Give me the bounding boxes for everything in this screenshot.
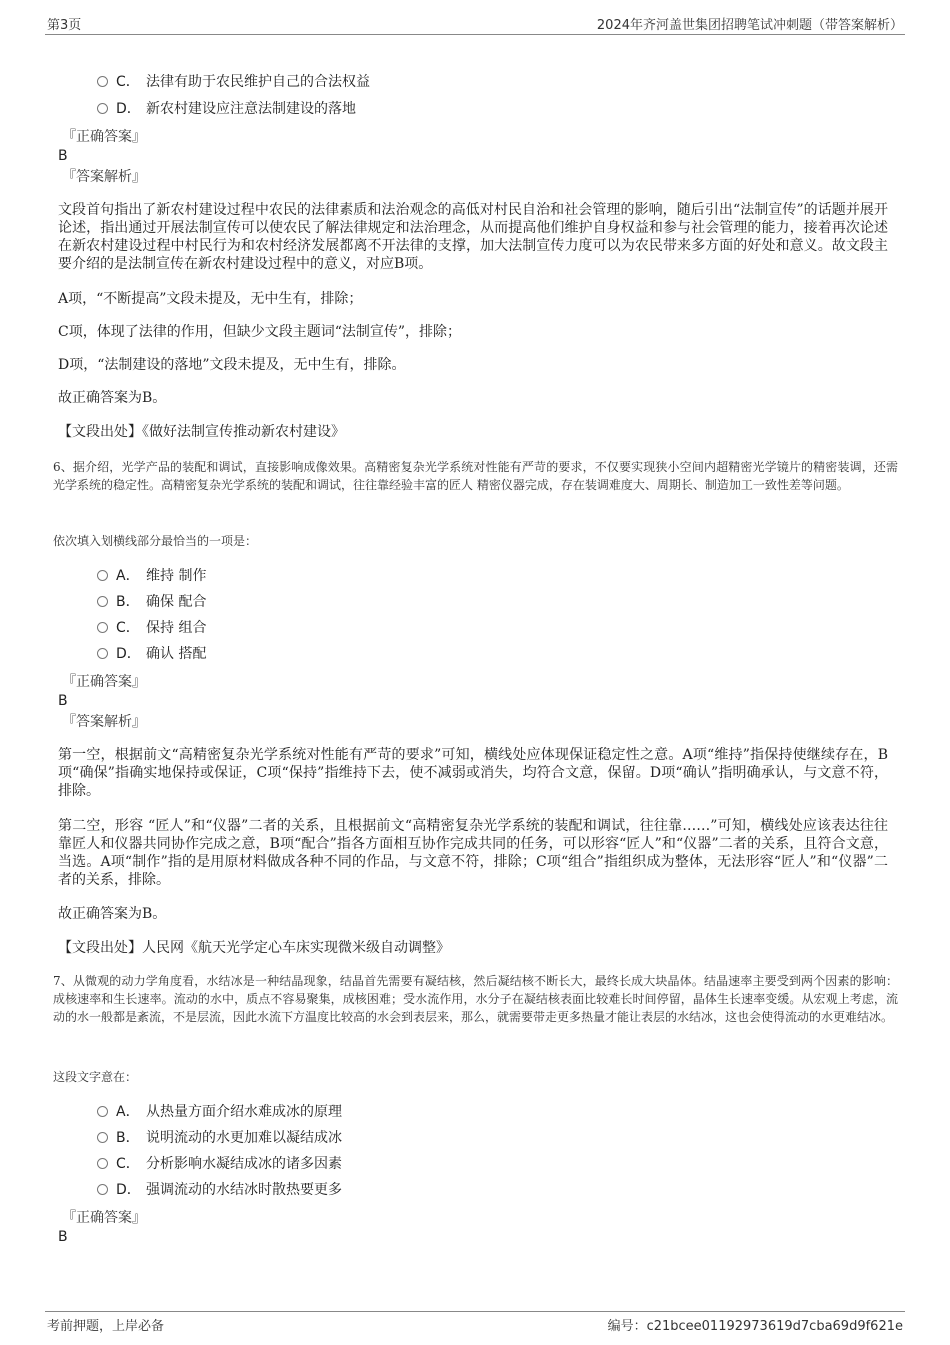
- document-title: 2024年齐河盖世集团招聘笔试冲刺题（带答案解析）: [596, 18, 903, 33]
- q5-answer: B: [58, 148, 68, 164]
- q7-answer-label: 『正确答案』: [62, 1210, 146, 1226]
- q7-option-a[interactable]: A． 从热量方面介绍水难成冰的原理: [97, 1103, 342, 1121]
- q5-option-c[interactable]: C． 法律有助于农民维护自己的合法权益: [97, 73, 370, 91]
- q6-analysis-paragraph: 第一空，根据前文“高精密复杂光学系统对性能有严苛的要求”可知，横线处应体现保证稳定性之意。A项“维持”指保持使继续存在，B项“确保”指确实地保持或保证，C项“保持”指维持下去，使不减弱或消失，均符合文意，保留。D项“确认”指明确承认，与文意不符，排除。: [58, 747, 888, 799]
- q5-source: 【文段出处】《做好法制宣传推动新农村建设》: [58, 424, 345, 440]
- q6-option-b[interactable]: B． 确保 配合: [97, 593, 206, 611]
- page-footer: [45, 1311, 905, 1336]
- radio-icon[interactable]: [97, 76, 108, 87]
- q6-analysis-paragraph: 故正确答案为B。: [58, 906, 167, 922]
- document-code: 编号：c21bcee01192973619d7cba69d9f621e: [607, 1319, 903, 1334]
- q5-analysis-paragraph: C项，体现了法律的作用，但缺少文段主题词“法制宣传”，排除；: [58, 324, 462, 340]
- q7-option-b[interactable]: B． 说明流动的水更加难以凝结成冰: [97, 1129, 342, 1147]
- q6-answer: B: [58, 693, 68, 709]
- radio-icon[interactable]: [97, 648, 108, 659]
- q6-analysis-label: 『答案解析』: [62, 714, 146, 730]
- q6-answer-label: 『正确答案』: [62, 674, 146, 690]
- q6-prompt: 依次填入划横线部分最恰当的一项是：: [53, 534, 258, 548]
- radio-icon[interactable]: [97, 103, 108, 114]
- radio-icon[interactable]: [97, 570, 108, 581]
- q7-option-d[interactable]: D． 强调流动的水结冰时散热要更多: [97, 1181, 342, 1199]
- q5-analysis-paragraph: 故正确答案为B。: [58, 390, 167, 406]
- radio-icon[interactable]: [97, 596, 108, 607]
- q5-answer-label: 『正确答案』: [62, 129, 146, 145]
- footer-slogan: 考前押题，上岸必备: [47, 1319, 165, 1334]
- radio-icon[interactable]: [97, 1106, 108, 1117]
- q5-analysis-paragraph: A项，“不断提高”文段未提及，无中生有，排除；: [58, 291, 363, 307]
- page-header: [45, 12, 905, 35]
- q7-stem: 7、从微观的动力学角度看，水结冰是一种结晶现象，结晶首先需要有凝结核，然后凝结核不断长大，最终长成大块晶体。结晶速率主要受到两个因素的影响：成核速率和生长速率。流动的水中，质点不容易聚集，成核困难；受水流作用，水分子在凝结核表面比较难长时间停留，晶体生长速率变缓。从宏观上考虑，流动的水一般都是紊流，不是层流，因此水流下方温度比较高的水会到表层来，那么，就需要带走更多热量才能让表层的水结冰，这也会使得流动的水更难结冰。: [53, 974, 898, 1024]
- radio-icon[interactable]: [97, 622, 108, 633]
- q7-prompt: 这段文字意在：: [53, 1070, 138, 1084]
- q6-option-c[interactable]: C． 保持 组合: [97, 619, 206, 637]
- q6-stem: 6、据介绍，光学产品的装配和调试，直接影响成像效果。高精密复杂光学系统对性能有严苛的要求，不仅要实现狭小空间内超精密光学镜片的精密装调，还需 光学系统的稳定性。高精密复杂光学系统的装配和调试，往往靠经验丰富的匠人 精密仪器完成，存在装调难度大、周期长、制造加工一致性差等问题。: [53, 460, 898, 492]
- q7-answer: B: [58, 1229, 68, 1245]
- q5-analysis-paragraph: 文段首句指出了新农村建设过程中农民的法律素质和法治观念的高低对村民自治和社会管理的影响，随后引出“法制宣传”的话题并展开论述，指出通过开展法制宣传可以使农民了解法律规定和法治理念，从而提高他们维护自身权益和参与社会管理的能力，接着再次论述在新农村建设过程中村民行为和农村经济发展都离不开法律的支撑，加大法制宣传力度可以为农民带来多方面的好处和意义。故文段主要介绍的是法制宣传在新农村建设过程中的意义，对应B项。: [58, 202, 888, 272]
- q5-analysis-label: 『答案解析』: [62, 169, 146, 185]
- q6-analysis-paragraph: 第二空，形容 “匠人”和“仪器”二者的关系，且根据前文“高精密复杂光学系统的装配和调试，往往靠……”可知，横线处应该表达往往靠匠人和仪器共同协作完成之意，B项“配合”指各方面相互协作完成共同的任务，可以形容“匠人”和“仪器”二者的关系，且符合文意，当选。A项“制作”指的是用原材料做成各种不同的作品，与文意不符，排除；C项“组合”指组织成为整体，无法形容“匠人”和“仪器”二者的关系，排除。: [58, 818, 888, 888]
- radio-icon[interactable]: [97, 1184, 108, 1195]
- radio-icon[interactable]: [97, 1158, 108, 1169]
- page-number: 第3页: [47, 18, 82, 33]
- q7-option-c[interactable]: C． 分析影响水凝结成冰的诸多因素: [97, 1155, 342, 1173]
- q5-option-d[interactable]: D． 新农村建设应注意法制建设的落地: [97, 100, 356, 118]
- q6-source: 【文段出处】人民网《航天光学定心车床实现微米级自动调整》: [58, 940, 450, 956]
- q5-analysis-paragraph: D项，“法制建设的落地”文段未提及，无中生有，排除。: [58, 357, 406, 373]
- q6-option-d[interactable]: D． 确认 搭配: [97, 645, 206, 663]
- q6-option-a[interactable]: A． 维持 制作: [97, 567, 206, 585]
- radio-icon[interactable]: [97, 1132, 108, 1143]
